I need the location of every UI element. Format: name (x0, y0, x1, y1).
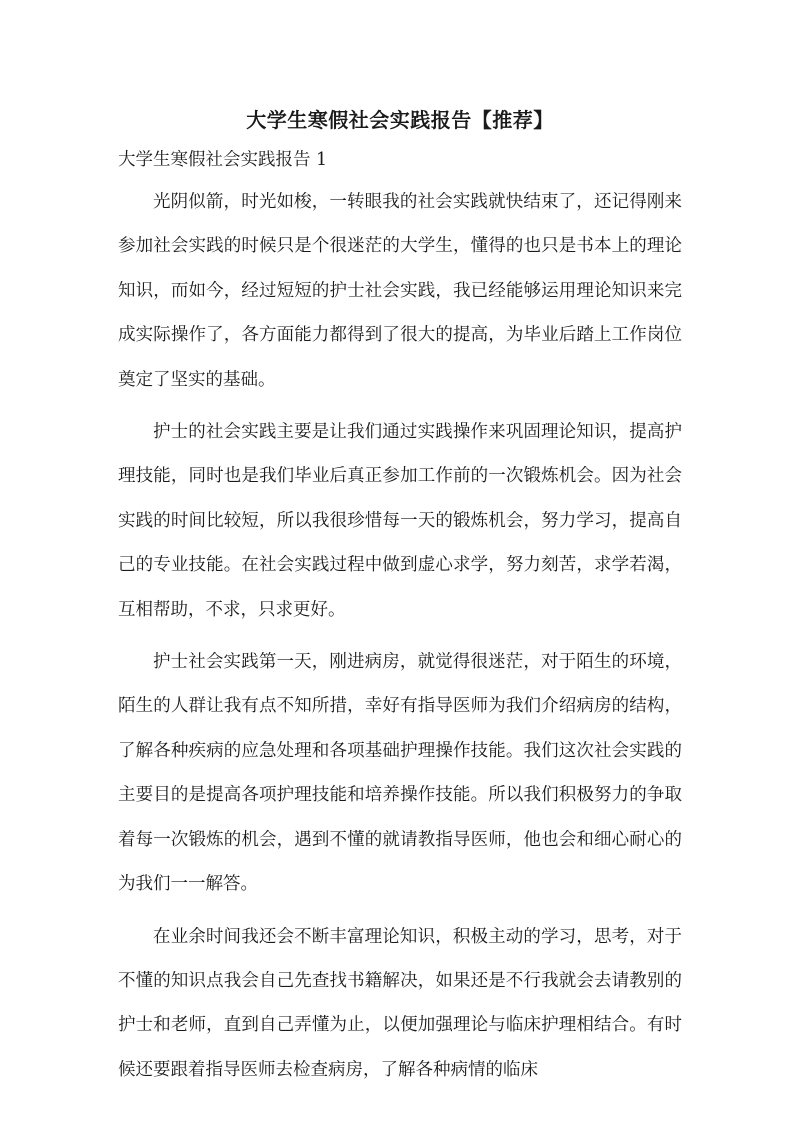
section-heading: 大学生寒假社会实践报告 1 (118, 150, 328, 170)
document-title: 大学生寒假社会实践报告【推荐】 (246, 108, 554, 132)
paragraph: 在业余时间我还会不断丰富理论知识，积极主动的学习，思考，对于不懂的知识点我会自己先查找书籍解决，如果还是不行我就会去请教别的护士和老师，直到自己弄懂为止，以便加强理论与临床护理相结合。有时候还要跟着指导医师去检查病房，了解各种病情的临床 (118, 926, 682, 1080)
paragraph: 护士社会实践第一天，刚进病房，就觉得很迷茫，对于陌生的环境，陌生的人群让我有点不知所措，幸好有指导医师为我们介绍病房的结构，了解各种疾病的应急处理和各项基础护理操作技能。我们这次社会实践的主要目的是提高各项护理技能和培养操作技能。所以我们积极努力的争取着每一次锻炼的机会，遇到不懂的就请教指导医师，他也会和细心耐心的为我们一一解答。 (118, 652, 682, 895)
paragraph: 光阴似箭，时光如梭，一转眼我的社会实践就快结束了，还记得刚来参加社会实践的时候只是个很迷茫的大学生，懂得的也只是书本上的理论知识，而如今，经过短短的护士社会实践，我已经能够运用理论知识来完成实际操作了，各方面能力都得到了很大的提高，为毕业后踏上工作岗位奠定了坚实的基础。 (118, 192, 682, 390)
paragraph: 护士的社会实践主要是让我们通过实践操作来巩固理论知识，提高护理技能，同时也是我们毕业后真正参加工作前的一次锻炼机会。因为社会实践的时间比较短，所以我很珍惜每一天的锻炼机会，努力学习，提高自己的专业技能。在社会实践过程中做到虚心求学，努力刻苦，求学若渴，互相帮助，不求，只求更好。 (118, 422, 682, 620)
